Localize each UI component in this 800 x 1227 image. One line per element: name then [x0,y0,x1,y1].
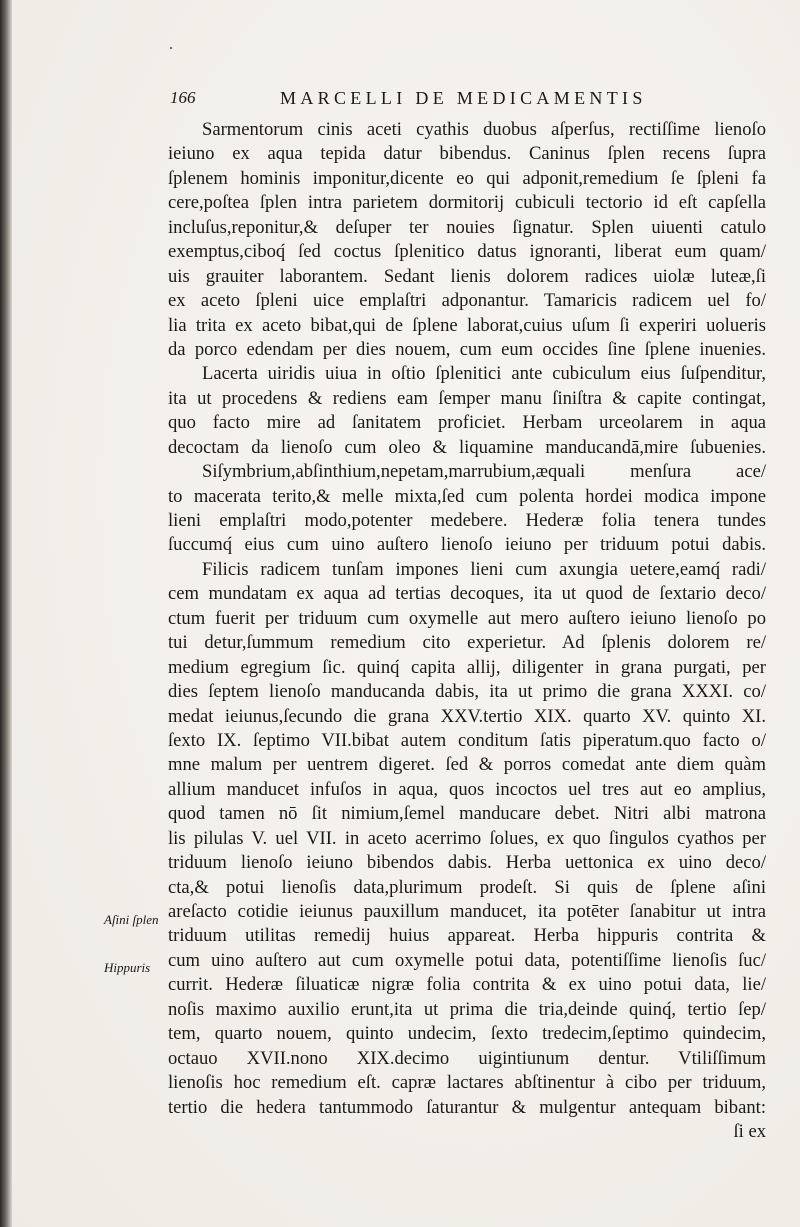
text-line: areſacto cotidie ieiunus pauxillum manducet, ita potēter ſanabitur ut intra [168,901,766,922]
text-line: currit. Hederæ ſiluaticæ nigræ folia contrita & ex uino potui data, lie/ [168,974,766,996]
text-line: Filicis radicem tunſam impones lieni cum axungia uetere,eamq́ radi/ [202,558,766,580]
text-line: lis pilulas V. uel VII. in aceto acerrimo ſolues, ex quo ſingulos cyathos per [168,827,766,849]
text-line: tui detur,ſummum remedium cito experietur. Ad ſplenis dolorem re/ [168,632,766,654]
text-line: exemptus,ciboq́ ſed coctus ſplenitico datus ignoranti, liberat eum quam/ [168,241,766,263]
text-line: da porco edendam per dies nouem, cum eum occides ſine ſplene inuenies. [168,338,766,360]
text-line: tem, quarto nouem, quinto undecim, ſexto tredecim,ſeptimo quindecim, [168,1023,766,1045]
running-head: MARCELLI DE MEDICAMENTIS [280,88,647,108]
text-line: cum uino auſtero aut cum oxymelle potui data, potentiſſime lienoſis ſuc/ [168,949,766,971]
page-gutter-shadow [0,0,12,1227]
text-line: lieni emplaſtri modo,potenter medebere. Hederæ folia tenera tundes [168,510,766,531]
text-line: ctum fuerit per triduum cum oxymelle aut mero auſtero ieiuno lienoſo po [168,607,766,629]
text-line: ſexto IX. ſeptimo VII.bibat autem conditum ſatis piperatum.quo facto o/ [168,729,766,751]
text-line: allium manducet infuſos in aqua, quos incoctos uel tres aut eo amplius, [168,778,766,800]
text-line: ita ut procedens & rediens eam ſemper manu ſiniſtra & capite contingat, [168,387,766,409]
body-text [168,118,766,1144]
text-line: ex aceto ſpleni uice emplaſtri adponantur. Tamaricis radicem uel fo/ [168,290,766,312]
printer-mark: · [168,38,174,58]
text-line: triduum utilitas remedij huius appareat. Herba hippuris contrita & [168,925,766,947]
text-line: lienoſis hoc remedium eſt. capræ lactares abſtinentur à cibo per triduum, [168,1072,766,1094]
text-line: ſuccumq́ eius cum uino auſtero lienoſo ieiuno per triduum potui dabis. [168,534,766,556]
page-header [170,88,770,116]
text-line: dies ſeptem lienoſo manducanda dabis, ita ut primo die grana XXXI. co/ [168,681,766,703]
text-line: uis grauiter laborantem. Sedant lienis dolorem radices uiolæ luteæ,ſi [168,265,766,287]
text-line: cere,poſtea ſplen intra parietem dormitorij cubiculi tectorio id eſt capſella [168,192,766,214]
text-line: medium egregium ſic. quinq́ capita allij, diligenter in grana purgati, per [168,656,766,678]
text-line: cta,& potui lienoſis data,plurimum prodeſt. Si quis de ſplene aſini [168,876,766,898]
catchword: ſi ex [733,1120,766,1142]
text-line: incluſus,reponitur,& deſuper ter nouies ſignatur. Splen uiuenti catulo [168,216,766,238]
text-line: Siſymbrium,abſinthium,nepetam,marrubium,æquali menſura ace/ [202,461,766,483]
text-line: decoctam da lienoſo cum oleo & liquamine manducandā,mire ſubuenies. [168,436,766,458]
margin-note-hippuris: Hippuris [104,960,151,975]
text-line: ieiuno ex aqua tepida datur bibendus. Caninus ſplen recens ſupra [168,143,766,165]
text-line: mne malum per uentrem digeret. ſed & porros comedat ante diem quàm [168,754,766,776]
text-line: to macerata terito,& melle mixta,ſed cum polenta hordei modica impone [168,485,766,507]
text-line: quo facto mire ad ſanitatem proficiet. Herbam urceolarem in aqua [168,412,766,434]
text-line: tertio die hedera tantummodo ſaturantur & mulgentur antequam bibant: [168,1096,766,1118]
text-line: Lacerta uiridis uiua in oſtio ſplenitici ante cubiculum eius ſuſpenditur, [202,363,766,385]
text-line: cem mundatam ex aqua ad tertias decoques, ita ut quod de ſextario deco/ [168,583,766,605]
text-line: ſplenem hominis imponitur,dicente eo qui adponit,remedium ſe ſpleni fa [168,167,766,189]
text-line: quod tamen nō ſit nimium,ſemel manducare debet. Nitri albi matrona [168,803,766,825]
page-number: 166 [170,88,196,107]
text-line: triduum lienoſo ieiuno bibendos dabis. Herba uettonica ex uino deco/ [168,852,766,874]
text-line: lia trita ex aceto bibat,qui de ſplene laborat,cuius uſum ſi experiri uolueris [168,314,766,336]
text-line: medat ieiunus,ſecundo die grana XXV.tertio XIX. quarto XV. quinto XI. [168,705,766,727]
margin-note-asini-splen: Aſini ſplen [104,912,159,927]
text-line: Sarmentorum cinis aceti cyathis duobus aſperſus, rectiſſime lienoſo [202,119,766,140]
text-line: octauo XVII.nono XIX.decimo uigintiunum dentur. Vtiliſſimum [168,1047,766,1069]
text-line: noſis maximo auxilio erunt,ita ut prima die tria,deinde quinq́, tertio ſep/ [168,998,766,1020]
